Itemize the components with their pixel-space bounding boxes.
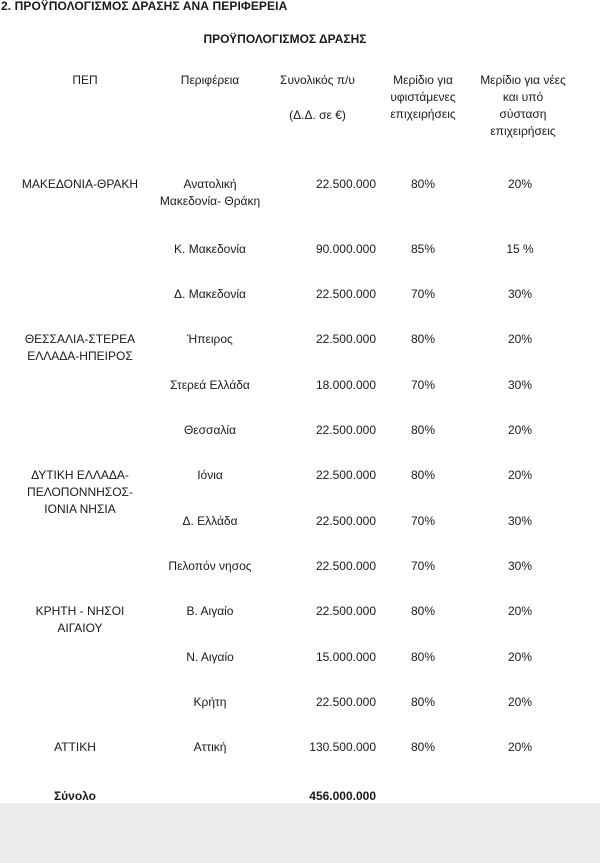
pep-cell: ΘΕΣΣΑΛΙΑ-ΣΤΕΡΕΑ ΕΛΛΑΔΑ-ΗΠΕΙΡΟΣ (24, 332, 136, 363)
new-share-cell: 30% (507, 287, 533, 301)
total-row-label: Σύνολο (53, 789, 97, 803)
new-share-cell: 20% (507, 650, 533, 664)
new-share-cell: 20% (507, 604, 533, 618)
new-share-cell: 30% (507, 514, 533, 528)
total-row-value: 456.000.000 (309, 789, 376, 803)
region-cell: Θεσσαλία (183, 423, 237, 437)
existing-share-cell: 70% (410, 378, 436, 392)
existing-share-cell: 80% (410, 604, 436, 618)
col-header-new-share: Μερίδιο για νέες και υπό σύσταση επιχειρήσεις (480, 73, 566, 138)
total-cell: 22.500.000 (315, 514, 376, 528)
existing-share-cell: 80% (410, 177, 436, 191)
existing-share-cell: 70% (410, 514, 436, 528)
existing-share-cell: 80% (410, 740, 436, 754)
col-header-total: Συνολικός π/υ (Δ.Δ. σε €) (280, 73, 355, 122)
region-cell: Δ. Μακεδονία (174, 287, 246, 301)
table-title: ΠΡΟΫΠΟΛΟΓΙΣΜΟΣ ΔΡΑΣΗΣ (203, 32, 367, 46)
region-cell: Κρήτη (193, 695, 227, 709)
region-cell: Δ. Ελλάδα (182, 514, 238, 528)
new-share-cell: 20% (507, 177, 533, 191)
new-share-cell: 20% (507, 332, 533, 346)
total-cell: 22.500.000 (315, 604, 376, 618)
region-cell: Ανατολική Μακεδονία- Θράκη (159, 177, 261, 208)
total-cell: 22.500.000 (315, 559, 376, 573)
total-cell: 15.000.000 (315, 650, 376, 664)
region-cell: Στερεά Ελλάδα (170, 378, 250, 392)
existing-share-cell: 85% (410, 242, 436, 256)
region-cell: Κ. Μακεδονία (174, 242, 246, 256)
new-share-cell: 20% (507, 423, 533, 437)
total-cell: 90.000.000 (315, 242, 376, 256)
new-share-cell: 20% (507, 468, 533, 482)
pep-cell: ΜΑΚΕΔΟΝΙΑ-ΘΡΑΚΗ (21, 177, 139, 191)
region-cell: Ιόνια (197, 468, 223, 482)
total-cell: 18.000.000 (315, 378, 376, 392)
region-cell: Ν. Αιγαίο (186, 650, 234, 664)
new-share-cell: 20% (507, 695, 533, 709)
new-share-cell: 30% (507, 559, 533, 573)
existing-share-cell: 80% (410, 332, 436, 346)
region-cell: Ήπειρος (187, 332, 233, 346)
pep-cell: ΚΡΗΤΗ - ΝΗΣΟΙ ΑΙΓΑΙΟΥ (35, 604, 125, 635)
col-header-pep: ΠΕΠ (72, 73, 98, 87)
new-share-cell: 30% (507, 378, 533, 392)
region-cell: Αττική (193, 740, 227, 754)
col-header-region: Περιφέρεια (180, 73, 240, 87)
total-cell: 22.500.000 (315, 423, 376, 437)
existing-share-cell: 80% (410, 468, 436, 482)
section-heading: 2. ΠΡΟΫΠΟΛΟΓΙΣΜΟΣ ΔΡΑΣΗΣ ΑΝΑ ΠΕΡΙΦΕΡΕΙΑ (1, 0, 288, 13)
region-cell: Β. Αιγαίο (186, 604, 234, 618)
pep-cell: ΑΤΤΙΚΗ (54, 740, 96, 754)
total-cell: 22.500.000 (315, 287, 376, 301)
existing-share-cell: 80% (410, 695, 436, 709)
total-cell: 22.500.000 (315, 468, 376, 482)
total-cell: 22.500.000 (315, 332, 376, 346)
page-background (0, 803, 600, 863)
total-cell: 22.500.000 (315, 177, 376, 191)
existing-share-cell: 70% (410, 559, 436, 573)
new-share-cell: 20% (507, 740, 533, 754)
total-cell: 130.500.000 (309, 740, 376, 754)
existing-share-cell: 80% (410, 650, 436, 664)
col-header-existing-share: Μερίδιο για υφιστάμενες επιχειρήσεις (390, 73, 456, 121)
existing-share-cell: 80% (410, 423, 436, 437)
pep-cell: ΔΥΤΙΚΗ ΕΛΛΑΔΑ- ΠΕΛΟΠΟΝΝΗΣΟΣ- ΙΟΝΙΑ ΝΗΣΙΑ (27, 468, 133, 516)
region-cell: Πελοπόν νησος (168, 559, 252, 573)
total-cell: 22.500.000 (315, 695, 376, 709)
new-share-cell: 15 % (506, 242, 534, 256)
existing-share-cell: 70% (410, 287, 436, 301)
